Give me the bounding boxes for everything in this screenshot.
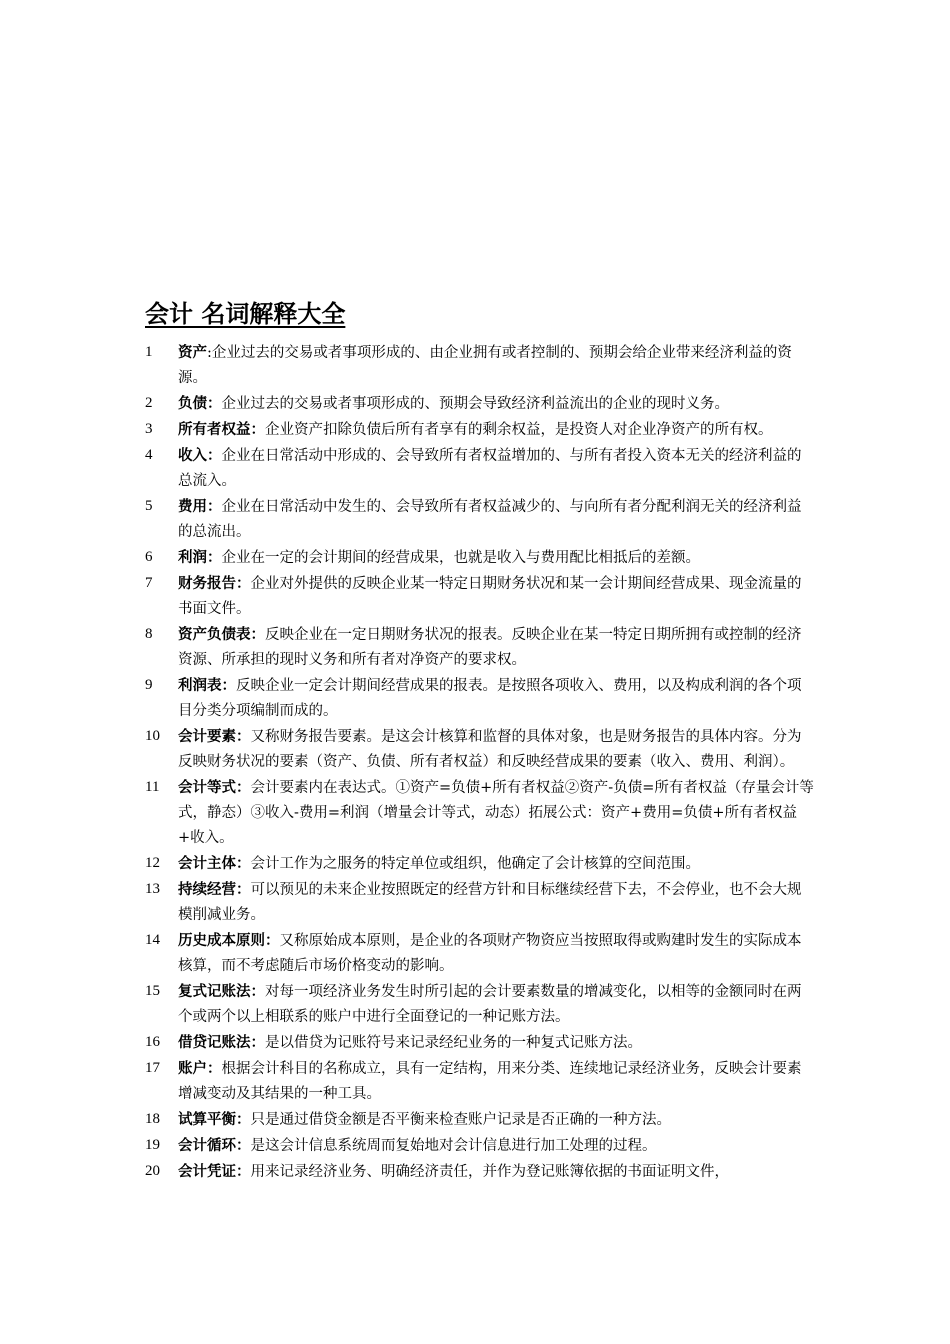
entry-definition: 是这会计信息系统周而复始地对会计信息进行加工处理的过程。 xyxy=(250,1138,657,1154)
entry-term: 负债： xyxy=(178,395,222,412)
entry-number: 12 xyxy=(145,855,160,871)
list-item xyxy=(145,673,815,724)
entry-number: 1 xyxy=(145,344,153,360)
entry-number: 3 xyxy=(145,421,153,437)
entry-term: 利润： xyxy=(178,549,222,566)
entry-number: 9 xyxy=(145,677,153,693)
entry-definition: 对每一项经济业务发生时所引起的会计要素数量的增减变化，以相等的金额同时在两个或两个以上相联系的账户中进行全面登记的一种记账方法。 xyxy=(178,984,802,1025)
entry-definition: 是以借贷为记账符号来记录经纪业务的一种复式记账方法。 xyxy=(265,1035,642,1051)
entry-definition: 企业过去的交易或者事项形成的、预期会导致经济利益流出的企业的现时义务。 xyxy=(221,396,729,412)
entry-number: 10 xyxy=(145,728,160,744)
list-item xyxy=(145,1159,815,1185)
entry-number: 11 xyxy=(145,779,160,795)
list-item xyxy=(145,1056,815,1107)
document-title: 会计 名词解释大全 xyxy=(145,299,346,328)
list-item xyxy=(145,1133,815,1159)
list-item xyxy=(145,979,815,1030)
entry-number: 2 xyxy=(145,395,153,411)
entry-number: 17 xyxy=(145,1060,160,1076)
list-item xyxy=(145,851,815,877)
entry-term: 费用： xyxy=(178,498,222,515)
entry-definition: 又称原始成本原则，是企业的各项财产物资应当按照取得或购建时发生的实际成本核算，而不考虑随后市场价格变动的影响。 xyxy=(178,933,802,974)
entry-number: 13 xyxy=(145,881,160,897)
entry-definition: 反映企业一定会计期间经营成果的报表。是按照各项收入、费用，以及构成利润的各个项目分类分项编制而成的。 xyxy=(178,678,802,719)
entry-number: 4 xyxy=(145,447,153,463)
entry-definition: 企业在日常活动中发生的、会导致所有者权益减少的、与向所有者分配利润无关的经济利益的总流出。 xyxy=(178,499,802,540)
entry-definition: 用来记录经济业务、明确经济责任，并作为登记账簿依据的书面证明文件， xyxy=(250,1164,729,1180)
entry-definition: 企业在一定的会计期间的经营成果，也就是收入与费用配比相抵后的差额。 xyxy=(221,550,700,566)
list-item xyxy=(145,1030,815,1056)
entry-term: 会计循环： xyxy=(178,1137,251,1154)
entry-number: 7 xyxy=(145,575,153,591)
entry-term: 所有者权益： xyxy=(178,421,265,438)
entry-term: 利润表： xyxy=(178,677,236,694)
entry-term: 历史成本原则： xyxy=(178,932,280,949)
entry-definition: 反映企业在一定日期财务状况的报表。反映企业在某一特定日期所拥有或控制的经济资源、所承担的现时义务和所有者对净资产的要求权。 xyxy=(178,627,802,668)
entry-term: 收入： xyxy=(178,447,222,464)
entry-term: 资产负债表： xyxy=(178,626,265,643)
entry-definition: 根据会计科目的名称成立，具有一定结构，用来分类、连续地记录经济业务，反映会计要素增减变动及其结果的一种工具。 xyxy=(178,1061,802,1102)
entry-number: 8 xyxy=(145,626,153,642)
list-item xyxy=(145,928,815,979)
term-definition-list xyxy=(145,340,815,1185)
entry-term: 财务报告： xyxy=(178,575,251,592)
entry-term: 复式记账法： xyxy=(178,983,265,1000)
list-item xyxy=(145,391,815,417)
entry-definition: 只是通过借贷金额是否平衡来检查账户记录是否正确的一种方法。 xyxy=(250,1112,671,1128)
list-item xyxy=(145,494,815,545)
entry-number: 16 xyxy=(145,1034,160,1050)
list-item xyxy=(145,622,815,673)
entry-term: 试算平衡： xyxy=(178,1111,251,1128)
entry-definition: 可以预见的未来企业按照既定的经营方针和目标继续经营下去，不会停业，也不会大规模削减业务。 xyxy=(178,882,802,923)
entry-definition: 又称财务报告要素。是这会计核算和监督的具体对象，也是财务报告的具体内容。分为反映财务状况的要素（资产、负债、所有者权益）和反映经营成果的要素（收入、费用、利润）。 xyxy=(178,729,802,770)
list-item xyxy=(145,877,815,928)
entry-number: 19 xyxy=(145,1137,160,1153)
list-item xyxy=(145,1107,815,1133)
entry-term: 资产 xyxy=(178,344,207,361)
entry-definition: :企业过去的交易或者事项形成的、由企业拥有或者控制的、预期会给企业带来经济利益的资源。 xyxy=(178,345,792,386)
entry-term: 会计凭证： xyxy=(178,1163,251,1180)
entry-term: 会计等式： xyxy=(178,779,251,796)
entry-definition: 企业在日常活动中形成的、会导致所有者权益增加的、与所有者投入资本无关的经济利益的总流入。 xyxy=(178,448,802,489)
entry-term: 账户： xyxy=(178,1060,222,1077)
list-item xyxy=(145,724,815,775)
entry-term: 会计主体： xyxy=(178,855,251,872)
list-item xyxy=(145,571,815,622)
entry-number: 15 xyxy=(145,983,160,999)
list-item xyxy=(145,443,815,494)
list-item xyxy=(145,417,815,443)
entry-definition: 会计工作为之服务的特定单位或组织，他确定了会计核算的空间范围。 xyxy=(250,856,700,872)
entry-term: 会计要素： xyxy=(178,728,251,745)
entry-number: 20 xyxy=(145,1163,160,1179)
entry-definition: 企业资产扣除负债后所有者享有的剩余权益，是投资人对企业净资产的所有权。 xyxy=(265,422,773,438)
entry-number: 6 xyxy=(145,549,153,565)
entry-term: 持续经营： xyxy=(178,881,251,898)
list-item xyxy=(145,775,815,851)
entry-number: 5 xyxy=(145,498,153,514)
list-item xyxy=(145,545,815,571)
entry-definition: 企业对外提供的反映企业某一特定日期财务状况和某一会计期间经营成果、现金流量的书面文件。 xyxy=(178,576,802,617)
entry-number: 18 xyxy=(145,1111,160,1127)
entry-definition: 会计要素内在表达式。①资产=负债+所有者权益②资产-负债=所有者权益（存量会计等式，静态）③收入-费用=利润（增量会计等式，动态）拓展公式：资产+费用=负债+所有者权益+收入。 xyxy=(178,780,814,846)
entry-term: 借贷记账法： xyxy=(178,1034,265,1051)
list-item xyxy=(145,340,815,391)
entry-number: 14 xyxy=(145,932,160,948)
